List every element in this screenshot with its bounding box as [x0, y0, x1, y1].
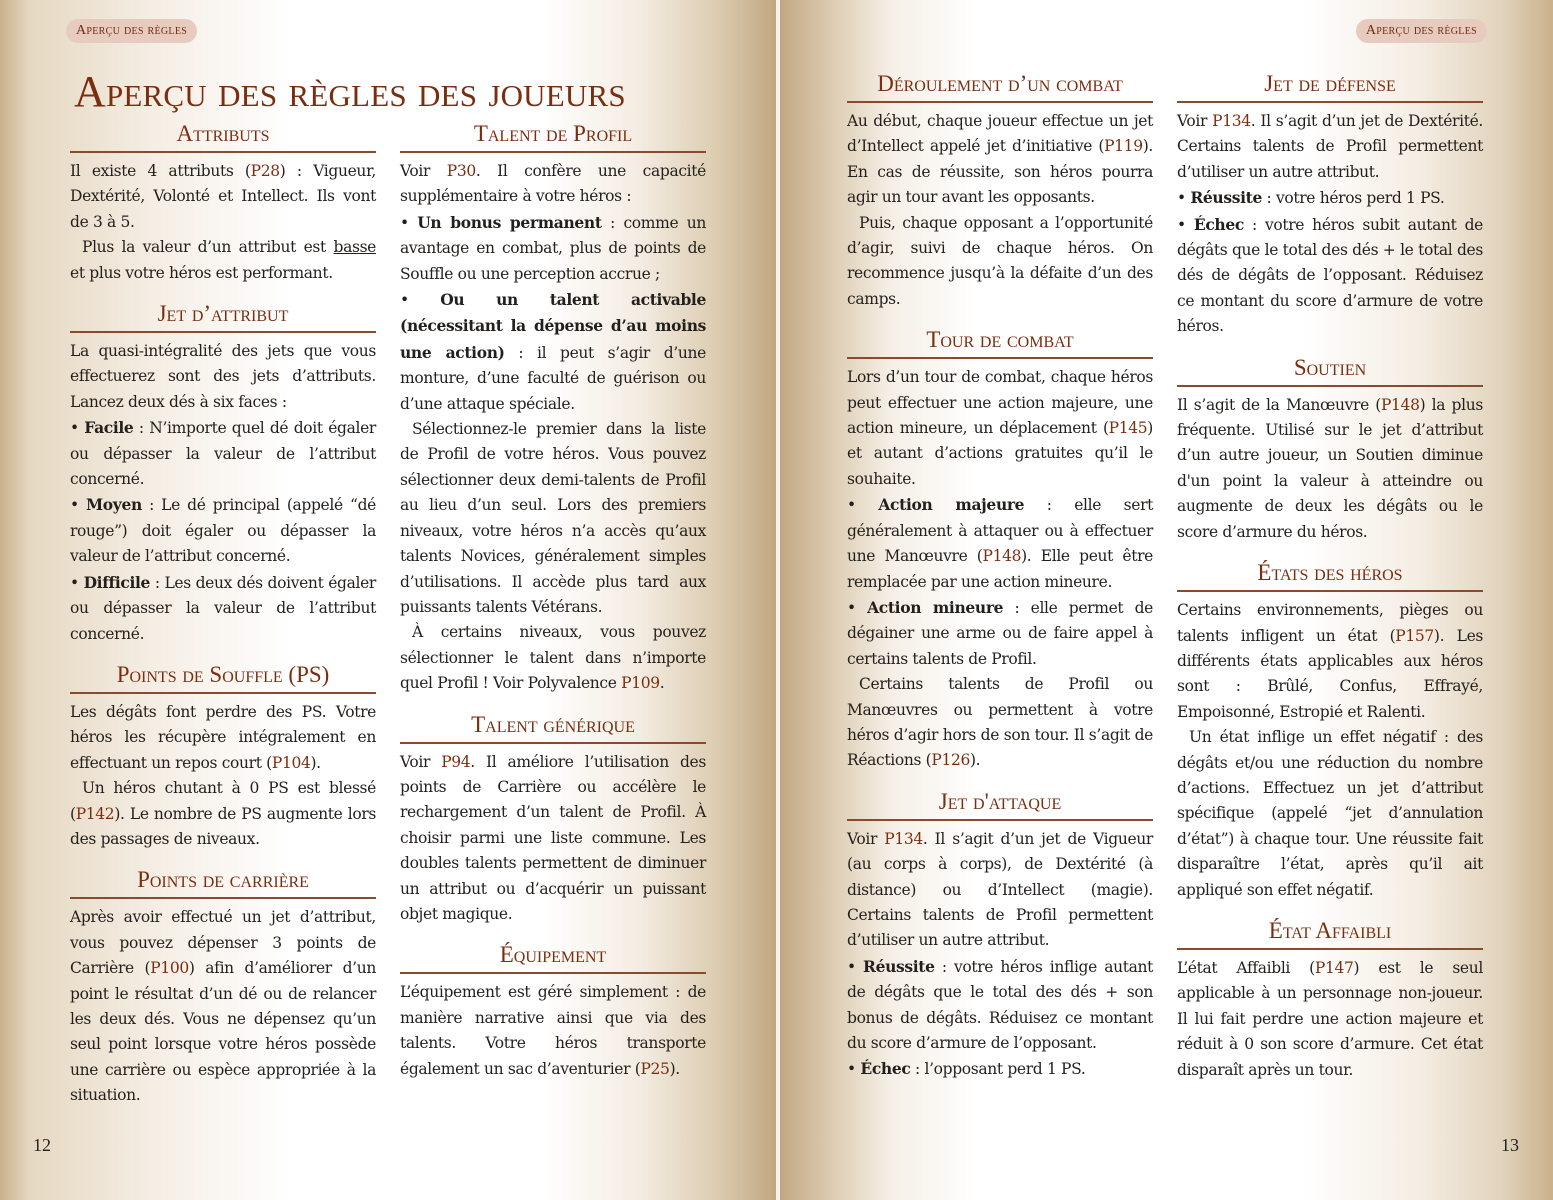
section-heading: Talent de Profil: [400, 120, 706, 153]
paragraph: Au début, chaque joueur effectue un jet d’Intellect appelé jet d’initiative (P119). En cas de réussite, son héros pourra agir un tour avant les opposants.: [847, 112, 1153, 207]
paragraph: Plus la valeur d’un attribut est basse et plus votre héros est performant.: [70, 238, 376, 282]
underlined-word: basse: [333, 238, 376, 257]
section-heading: Points de Souffle (PS): [70, 661, 376, 694]
right-column-2: [1177, 70, 1483, 1097]
page-reference-link[interactable]: P134: [884, 829, 923, 848]
paragraph: Certains environnements, pièges ou talents infligent un état (P157). Les différents états applicables aux héros sont : Brûlé, Confus, Effrayé, Empoisonné, Estropié et Ralenti.: [1177, 601, 1483, 721]
bullet-item: • Échec : l’opposant perd 1 PS.: [847, 1059, 1086, 1079]
page-reference-link[interactable]: P119: [1104, 137, 1143, 156]
bullet-icon: •: [847, 496, 879, 515]
paragraph: Un état inflige un effet négatif : des dégâts et/ou une réduction du nombre d’actions. Effectuez un jet d’attribut spécifique (appelé “jet d’annulation d’état”) à chaque tour. Une réussite fait disparaître l’état, après qu’il ait appliqué son effet négatif.: [1177, 728, 1483, 899]
bullet-icon: •: [847, 957, 864, 976]
page-reference-link[interactable]: P100: [150, 959, 189, 978]
section-heading: Jet d'attaque: [847, 788, 1153, 821]
bullet-icon: •: [847, 598, 868, 617]
page-reference-link[interactable]: P126: [931, 751, 970, 770]
paragraph: Voir P134. Il s’agit d’un jet de Dextérité. Certains talents de Profil permettent d’utiliser un autre attribut.: [1177, 112, 1483, 181]
section-heading: État Affaibli: [1177, 917, 1483, 950]
paragraph: Après avoir effectué un jet d’attribut, vous pouvez dépenser 3 points de Carrière (P100) afin d’améliorer d’un point le résultat d’un dé ou de relancer les deux dés. Vous ne dépensez qu’un seul point lorsque votre héros possède une carrière ou espèce appropriée à la situation.: [70, 908, 376, 1105]
paragraph: Un héros chutant à 0 PS est blessé (P142). Le nombre de PS augmente lors des passages de niveaux.: [70, 779, 376, 848]
bullet-item: • Réussite : votre héros perd 1 PS.: [1177, 188, 1445, 208]
paragraph: Lors d’un tour de combat, chaque héros peut effectuer une action majeure, une action mineure, un déplacement (P145) et autant d’actions gratuites qu’il le souhaite.: [847, 368, 1153, 488]
bullet-icon: •: [70, 496, 86, 515]
section-heading: Équipement: [400, 941, 706, 974]
page-reference-link[interactable]: P134: [1212, 112, 1251, 130]
section-heading: Soutien: [1177, 354, 1483, 387]
section-deroulement-combat: [847, 70, 1153, 312]
paragraph: Il s’agit de la Manœuvre (P148) la plus fréquente. Utilisé sur le jet d’attribut d’un autre joueur, un Soutien diminue d'un point la valeur à atteindre ou augmente de deux les dégâts ou le score d’armure du héros.: [1177, 395, 1483, 541]
section-etat-affaibli: [1177, 917, 1483, 1083]
section-tour-combat: [847, 326, 1153, 774]
paragraph: Puis, chaque opposant a l’opportunité d’agir, suivi de chaque héros. On recommence jusqu’à la défaite d’un des camps.: [847, 213, 1153, 308]
page-reference-link[interactable]: P142: [75, 804, 115, 823]
section-heading: Tour de combat: [847, 326, 1153, 359]
bullet-icon: •: [70, 573, 84, 592]
bullet-icon: •: [847, 1060, 861, 1079]
section-heading: Talent générique: [400, 711, 706, 744]
page-reference-link[interactable]: P148: [1380, 395, 1420, 414]
bullet-icon: •: [1177, 189, 1191, 208]
section-etats-heros: [1177, 559, 1483, 903]
paragraph: Voir P94. Il améliore l’utilisation des points de Carrière ou accélère le rechargement d’un talent de Profil. À choisir parmi une liste commune. Les doubles talents permettent de diminuer un attribut ou d’acquérir un puissant objet magique.: [400, 752, 706, 923]
section-points-souffle: [70, 661, 376, 852]
section-points-carriere: [70, 866, 376, 1108]
bullet-item: • Ou un talent activable (nécessitant la dépense d’au moins une action) : il peut s’agir d’une monture, d’une faculté de guérison ou d’une attaque spéciale.: [400, 290, 706, 413]
page-reference-link[interactable]: P148: [982, 547, 1022, 566]
section-heading: Jet de défense: [1177, 70, 1483, 103]
bullet-item: • Action mineure : elle permet de dégainer une arme ou de faire appel à certains talents de Profil.: [847, 597, 1153, 668]
page-reference-link[interactable]: P28: [250, 162, 280, 180]
paragraph: Il existe 4 attributs (P28) : Vigueur, Dextérité, Volonté et Intellect. Ils vont de 3 à 5.: [70, 162, 377, 231]
paragraph: Voir P30. Il confère une capacité supplémentaire à votre héros :: [400, 162, 706, 206]
page-reference-link[interactable]: P30: [446, 162, 476, 180]
paragraph: La quasi-intégralité des jets que vous effectuerez sont des jets d’attributs. Lancez deux dés à six faces :: [70, 342, 376, 411]
right-column-1: [847, 70, 1153, 1097]
section-jet-attribut: [70, 300, 376, 647]
page-title: Aperçu des règles des joueurs: [74, 67, 626, 116]
page-reference-link[interactable]: P147: [1314, 958, 1354, 977]
bullet-item: • Action majeure : elle sert généralement à attaquer ou à effectuer une Manœuvre (P148). Elle peut être remplacée par une action mineure.: [847, 495, 1154, 591]
section-talent-generique: [400, 711, 706, 928]
paragraph: Voir P134. Il s’agit d’un jet de Vigueur (au corps à corps), de Dextérité (à distance) ou d’Intellect (magie). Certains talents de Profil permettent d’utiliser un autre attribut.: [847, 829, 1153, 950]
page-reference-link[interactable]: P157: [1395, 626, 1434, 645]
section-jet-defense: [1177, 70, 1483, 340]
bullet-item: • Réussite : votre héros inflige autant de dégâts que le total des dés + son bonus de dégâts. Réduisez ce montant du score d’armure de l’opposant.: [847, 956, 1153, 1052]
section-heading: États des héros: [1177, 559, 1483, 592]
paragraph: Sélectionnez-le premier dans la liste de Profil de votre héros. Vous pouvez sélectionner deux demi-talents de Profil au lieu d’un seul. Lors des premiers niveaux, votre héros n’a accès qu’aux talents Novices, généralement simples d’utilisations. Il accède plus tard aux puissants talents Vétérans.: [400, 420, 706, 616]
bullet-icon: •: [400, 291, 441, 310]
page-number-right: 13: [1501, 1135, 1519, 1155]
bullet-item: • Un bonus permanent : comme un avantage en combat, plus de points de Souffle ou une perception accrue ;: [400, 212, 707, 283]
bullet-icon: •: [1177, 215, 1194, 234]
page-number-left: 12: [33, 1135, 51, 1155]
chapter-tab-left: Aperçu des règles: [66, 19, 197, 43]
bullet-icon: •: [400, 213, 418, 232]
bullet-item: • Difficile : Les deux dés doivent égaler ou dépasser la valeur de l’attribut concerné.: [70, 572, 376, 643]
page-reference-link[interactable]: P145: [1108, 419, 1148, 438]
section-talent-profil: [400, 120, 706, 697]
section-heading: Jet d’attribut: [70, 300, 376, 333]
section-heading: Attributs: [70, 120, 376, 153]
paragraph: Les dégâts font perdre des PS. Votre héros les récupère intégralement en effectuant un repos court (P104).: [70, 702, 376, 772]
section-soutien: [1177, 354, 1483, 545]
paragraph: Certains talents de Profil ou Manœuvres ou permettent à votre héros d’agir hors de son tour. Il s’agit de Réactions (P126).: [847, 675, 1153, 770]
section-jet-attaque: [847, 788, 1153, 1083]
page-reference-link[interactable]: P25: [640, 1059, 670, 1078]
bullet-icon: •: [70, 419, 85, 438]
page-reference-link[interactable]: P109: [621, 674, 660, 693]
paragraph: L’état Affaibli (P147) est le seul applicable à un personnage non-joueur. Il lui fait perdre une action majeure et réduit à 0 son score d’armure. Cet état disparaît après un tour.: [1177, 958, 1483, 1079]
paragraph: À certains niveaux, vous pouvez sélectionner le talent dans n’importe quel Profil ! Voir Polyvalence P109.: [400, 623, 706, 693]
section-heading: Déroulement d’un combat: [847, 70, 1153, 103]
chapter-tab-right: Aperçu des règles: [1356, 19, 1487, 43]
paragraph: L’équipement est géré simplement : de manière narrative ainsi que via des talents. Votre héros transporte également un sac d’aventurier (P25).: [400, 983, 706, 1078]
left-page: [0, 0, 776, 1200]
bullet-item: • Échec : votre héros subit autant de dégâts que le total des dés + le total des dés de dégâts de l’opposant. Réduisez ce montant du score d’armure de votre héros.: [1177, 214, 1483, 336]
bullet-item: • Moyen : Le dé principal (appelé “dé rouge”) doit égaler ou dépasser la valeur de l’attribut concerné.: [70, 495, 376, 566]
bullet-item: • Facile : N’importe quel dé doit égaler ou dépasser la valeur de l’attribut concerné.: [70, 418, 376, 489]
right-page: [780, 0, 1553, 1200]
section-attributs: [70, 120, 376, 286]
left-column-2: [400, 120, 706, 1096]
page-reference-link[interactable]: P104: [271, 753, 311, 772]
page-reference-link[interactable]: P94: [441, 752, 471, 771]
section-heading: Points de carrière: [70, 866, 376, 899]
left-column-1: [70, 120, 376, 1123]
section-equipement: [400, 941, 706, 1082]
